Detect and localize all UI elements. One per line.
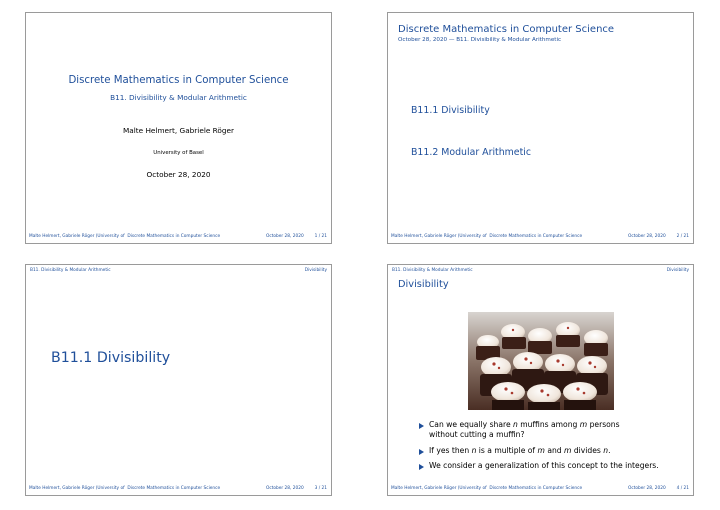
slide-footer	[29, 485, 327, 493]
footer-authors: Malte Helmert, Gabriele Röger (University of Discrete Mathematics in Computer Science	[391, 486, 583, 491]
slide-header	[392, 268, 689, 276]
slide-4-divisibility	[387, 264, 694, 496]
section-title: B11.1 Divisibility	[51, 350, 171, 366]
slide-3-section-page	[25, 264, 332, 496]
slide-header	[30, 268, 327, 276]
presentation-title: Discrete Mathematics in Computer Science	[68, 75, 289, 86]
bullet-item-1: Can we equally share n muffins among m persons without cutting a muffin?	[429, 420, 620, 439]
institute: University of Basel	[153, 150, 204, 156]
frame-title: Discrete Mathematics in Computer Science	[398, 24, 615, 35]
presentation-subtitle: B11. Divisibility & Modular Arithmetic	[110, 93, 247, 102]
authors: Malte Helmert, Gabriele Röger	[122, 126, 234, 135]
slide-footer	[29, 233, 327, 241]
bullet-item-2: If yes then n is a multiple of m and m divides n.	[429, 446, 611, 455]
header-section: B11. Divisibility & Modular Arithmetic	[30, 268, 111, 273]
toc-item-divisibility[interactable]: B11.1 Divisibility	[411, 105, 490, 116]
header-subsection: Divisibility	[666, 268, 689, 273]
slide-footer	[391, 485, 689, 493]
frame-title: Divisibility	[398, 279, 449, 290]
footer-date: October 28, 2020	[266, 486, 304, 491]
slide-footer	[391, 233, 689, 241]
bullet-marker-icon	[419, 423, 424, 429]
footer-date: October 28, 2020	[266, 234, 304, 239]
footer-page: 2 / 21	[676, 234, 689, 239]
presentation-date: October 28, 2020	[146, 170, 211, 179]
cupcakes-image	[468, 312, 614, 410]
footer-date: October 28, 2020	[628, 486, 666, 491]
bullet-marker-icon	[419, 449, 424, 455]
footer-page: 4 / 21	[676, 486, 689, 491]
footer-date: October 28, 2020	[628, 234, 666, 239]
header-section: B11. Divisibility & Modular Arithmetic	[392, 268, 473, 273]
slide-1-title-page	[25, 12, 332, 244]
footer-authors: Malte Helmert, Gabriele Röger (University of Discrete Mathematics in Computer Science	[391, 234, 583, 239]
frame-subtitle: October 28, 2020 — B11. Divisibility & Modular Arithmetic	[398, 37, 562, 43]
slide-2-outline	[387, 12, 694, 244]
footer-page: 3 / 21	[314, 486, 327, 491]
footer-authors: Malte Helmert, Gabriele Röger (University of Discrete Mathematics in Computer Science	[29, 234, 221, 239]
footer-page: 1 / 21	[314, 234, 327, 239]
toc-item-modular-arithmetic[interactable]: B11.2 Modular Arithmetic	[411, 147, 532, 158]
footer-authors: Malte Helmert, Gabriele Röger (University of Discrete Mathematics in Computer Science	[29, 486, 221, 491]
bullet-marker-icon	[419, 464, 424, 470]
bullet-item-3: We consider a generalization of this concept to the integers.	[429, 461, 659, 470]
header-subsection: Divisibility	[304, 268, 327, 273]
